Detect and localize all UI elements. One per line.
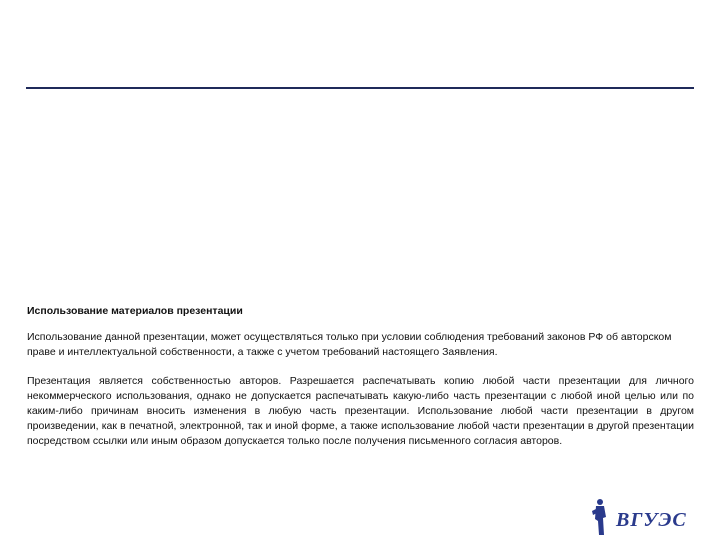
logo-wordmark: ВГУЭС xyxy=(616,509,687,531)
notice-paragraph-1: Использование данной презентации, может осуществляться только при условии соблюдения требований законов РФ об авторском праве и интеллектуальной собственности, а также с учетом требований настоящего Заявления. xyxy=(27,331,672,358)
logo-emblem-icon xyxy=(592,499,606,535)
university-logo xyxy=(586,497,698,537)
header-divider xyxy=(26,87,694,89)
notice-heading: Использование материалов презентации xyxy=(27,305,243,317)
usage-notice xyxy=(27,304,694,463)
notice-paragraph-2: Презентация является собственностью авторов. Разрешается распечатывать копию любой части презентации для личного некоммерческого использования, однако не допускается распечатывать какую-либо часть презентации с любой иной целью или по каким-либо причинам вносить изменения в любую часть презентации. Использование любой части презентации в другом произведении, как в печатной, электронной, так и иной форме, а также использование любой части презентации в другой презентации посредством ссылки или иным образом допускается только после получения письменного согласия авторов. xyxy=(27,375,694,447)
